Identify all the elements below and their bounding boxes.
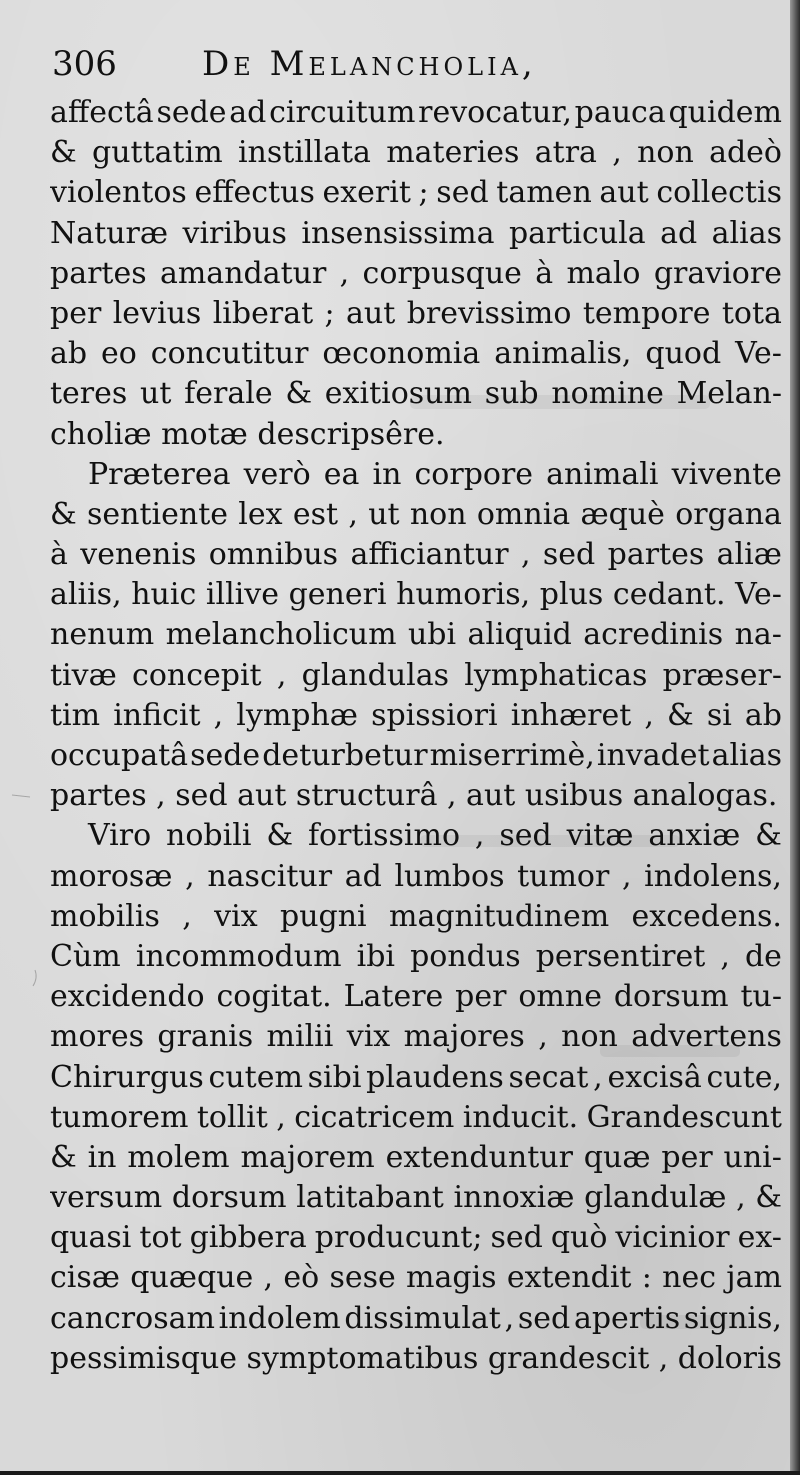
word: latitabant [296, 1180, 444, 1216]
word: , [538, 1019, 548, 1055]
word: tivæ [50, 657, 117, 693]
word: per [661, 1139, 713, 1175]
word: , [658, 1340, 669, 1376]
word: excidendo [50, 979, 205, 1015]
word: tot [139, 1220, 182, 1256]
word: Melan- [676, 376, 782, 412]
word: partes [50, 255, 147, 291]
word: quod [645, 336, 722, 372]
word: magnitudinem [389, 898, 610, 934]
text-line [50, 1138, 782, 1178]
text-line [50, 1178, 782, 1218]
text-line [50, 816, 782, 856]
word: viribus [182, 215, 287, 251]
word: œconomia [322, 336, 481, 372]
word: molem [127, 1139, 230, 1175]
word: & [266, 818, 294, 854]
text-line [50, 977, 782, 1017]
word: indolens, [644, 858, 782, 894]
word: & [755, 818, 782, 854]
word: , [520, 537, 531, 573]
page-edge-shadow [790, 0, 800, 1471]
word: tumorem [50, 1099, 189, 1135]
word: advertens [631, 1019, 782, 1055]
word: revocatur, [418, 95, 572, 130]
word: huic [131, 577, 197, 613]
word: indolem [218, 1300, 341, 1336]
word: corpusque [362, 255, 522, 291]
word: ut [368, 496, 400, 532]
text-line [50, 254, 782, 294]
word: , [736, 1180, 746, 1216]
word: concepit [132, 657, 262, 693]
text-line [50, 495, 782, 535]
word: miserrimè, [429, 738, 595, 773]
word: vix [214, 898, 258, 934]
word: Ve- [735, 336, 782, 372]
word: & [667, 697, 694, 733]
text-line [50, 535, 782, 575]
word: , [182, 898, 192, 934]
word: ubi [407, 617, 457, 653]
text-line [50, 1258, 782, 1298]
word: partes [607, 537, 705, 573]
word: sentiente [87, 496, 229, 532]
word: majores [403, 1019, 525, 1055]
word: non [409, 496, 467, 532]
word: mores [50, 1019, 144, 1055]
word: quæque [130, 1260, 254, 1296]
word: ad [344, 858, 382, 894]
word: teres [50, 376, 128, 412]
word: de [744, 938, 782, 974]
word: occupatâ [50, 738, 189, 773]
word: aliis, [50, 577, 122, 613]
word: secat [508, 1059, 589, 1095]
word: extendit [506, 1260, 632, 1296]
text-line [50, 173, 782, 213]
text-line [50, 937, 782, 977]
text-line [50, 736, 782, 776]
word: na- [734, 617, 782, 653]
word: & [50, 496, 77, 532]
text-line [50, 897, 782, 937]
word: tamen [496, 175, 592, 211]
word: effectus [194, 175, 315, 211]
word: morosæ [50, 858, 173, 894]
word: nobili [166, 818, 252, 854]
word: doloris [677, 1340, 782, 1376]
word: lymphæ [236, 697, 358, 733]
text-line [50, 214, 782, 254]
word: uni- [723, 1139, 782, 1175]
word: tempore [582, 295, 711, 331]
word: nascitur [207, 858, 333, 894]
word: symptomatibus [246, 1340, 479, 1376]
running-title: De Melancholia, [202, 44, 537, 84]
word: levius [112, 295, 202, 331]
word: à [50, 537, 68, 573]
word: tollit [196, 1099, 268, 1135]
word: sede [156, 95, 227, 130]
word: animalis, [494, 336, 632, 372]
word: pondus [410, 938, 521, 974]
word: persentiret [535, 938, 706, 974]
word: cute, [706, 1059, 782, 1095]
word: signis, [683, 1300, 782, 1336]
word: gibbera [189, 1220, 307, 1256]
text-line: partes , sed aut structurâ , aut usibus analogas. [50, 778, 778, 814]
word: ad [229, 95, 267, 130]
word: versum [50, 1180, 163, 1216]
word: sub [484, 376, 539, 412]
word: pessimisque [50, 1340, 238, 1376]
word: pauca [574, 95, 666, 130]
word: nomine [551, 376, 664, 412]
word: glandulæ [584, 1180, 727, 1216]
word: jam [726, 1260, 782, 1296]
word: aut [346, 295, 396, 331]
word: & [50, 135, 77, 171]
word: vicinior [615, 1220, 730, 1256]
word: , [621, 858, 632, 894]
word: per [455, 979, 507, 1015]
word: producunt; [314, 1220, 483, 1256]
word: omnia [476, 496, 571, 532]
word: , [720, 938, 730, 974]
word: ad [660, 215, 698, 251]
word: vitæ [566, 818, 634, 854]
word: fortissimo [307, 818, 461, 854]
word: quasi [50, 1220, 132, 1256]
word: mobilis [50, 898, 160, 934]
word: aut [599, 175, 649, 211]
word: per [50, 295, 102, 331]
word: tu- [740, 979, 782, 1015]
text-line [50, 455, 782, 495]
word: circuitum [269, 95, 416, 130]
word: animali [546, 456, 659, 492]
word: spissiori [371, 697, 498, 733]
word: tim [50, 697, 101, 733]
word: materies [386, 135, 520, 171]
word: , [612, 135, 622, 171]
word: , [263, 1260, 274, 1296]
word: , [504, 1300, 515, 1336]
word: atra [534, 135, 597, 171]
word: liberat [212, 295, 314, 331]
word: vix [346, 1019, 391, 1055]
word: : [641, 1260, 652, 1296]
word: ex- [737, 1220, 782, 1256]
word: si [706, 697, 732, 733]
word: non [637, 135, 694, 171]
word: lumbos [394, 858, 505, 894]
word: nec [662, 1260, 717, 1296]
running-header [52, 44, 752, 90]
word: ab [50, 336, 88, 372]
body-text [50, 93, 782, 1379]
word: , [593, 1059, 603, 1095]
text-line [50, 1058, 782, 1098]
word: exerit [322, 175, 411, 211]
text-line: choliæ motæ descripsêre. [50, 416, 445, 452]
word: , [339, 255, 350, 291]
word: inhæret [510, 697, 632, 733]
word: apertis [573, 1300, 681, 1336]
word: , [213, 697, 224, 733]
text-line [50, 93, 782, 133]
word: non [561, 1019, 618, 1055]
word: , [348, 496, 358, 532]
word: quò [550, 1220, 608, 1256]
word: generi [288, 577, 387, 613]
word: est [292, 496, 339, 532]
word: tota [721, 295, 782, 331]
word: cicatricem [294, 1099, 455, 1135]
word: humoris, [396, 577, 531, 613]
word: instillata [237, 135, 371, 171]
word: organa [675, 496, 782, 532]
word: tumor [517, 858, 610, 894]
word: à [535, 255, 554, 291]
word: omne [518, 979, 602, 1015]
word: quæ [583, 1139, 651, 1175]
word: ab [744, 697, 782, 733]
word: corpore [414, 456, 534, 492]
word: malo [566, 255, 641, 291]
word: ibi [356, 938, 396, 974]
word: Præterea [88, 456, 231, 492]
word: sed [517, 1300, 571, 1336]
text-line [50, 294, 782, 334]
word: dissimulat [344, 1300, 501, 1336]
word: & [755, 1180, 782, 1216]
word: ut [140, 376, 172, 412]
text-line [50, 696, 782, 736]
word: dorsum [171, 1180, 287, 1216]
text-line [50, 1017, 782, 1057]
word: particula [508, 215, 646, 251]
word: acredinis [583, 617, 724, 653]
word: invadet [596, 738, 710, 773]
text-line [50, 374, 782, 414]
word: æquè [580, 496, 665, 532]
text-line [50, 1218, 782, 1258]
word: deturbetur [262, 738, 428, 773]
word: præser- [662, 657, 782, 693]
word: ferale [184, 376, 273, 412]
word: amandatur [159, 255, 327, 291]
word: grandescit [487, 1340, 650, 1376]
word: cancrosam [50, 1300, 215, 1336]
word: Grandescunt [586, 1099, 782, 1135]
word: excisâ [607, 1059, 702, 1095]
word: & [50, 1139, 77, 1175]
word: adeò [709, 135, 782, 171]
word: lex [238, 496, 283, 532]
word: incommodum [135, 938, 342, 974]
word: inducit. [462, 1099, 579, 1135]
word: , [644, 697, 654, 733]
word: lymphaticas [464, 657, 648, 693]
word: granis [157, 1019, 254, 1055]
word: cedant. [612, 577, 726, 613]
word: cogitat. [216, 979, 332, 1015]
word: Chirurgus [50, 1059, 204, 1095]
text-line [50, 857, 782, 897]
word: sibi [307, 1059, 362, 1095]
word: nenum [50, 617, 155, 653]
text-line [50, 1299, 782, 1339]
word: insensissima [301, 215, 495, 251]
word: ; [418, 175, 429, 211]
word: omnibus [208, 537, 339, 573]
word: plus [539, 577, 604, 613]
text-line [50, 656, 782, 696]
word: afficiantur [350, 537, 509, 573]
word: illive [205, 577, 279, 613]
word: glandulas [301, 657, 450, 693]
word: aliquid [467, 617, 572, 653]
word: alias [711, 738, 782, 773]
word: ea [323, 456, 360, 492]
word: , [276, 657, 287, 693]
word: Viro [88, 818, 152, 854]
word: inficit [113, 697, 201, 733]
word: , [276, 1099, 286, 1135]
word: & [285, 376, 313, 412]
word: anxiæ [648, 818, 741, 854]
word: excedens. [631, 898, 782, 934]
word: graviore [653, 255, 782, 291]
word: collectis [656, 175, 782, 211]
word: sed [490, 1220, 543, 1256]
word: guttatim [92, 135, 223, 171]
word: aliæ [716, 537, 782, 573]
word: extenduntur [385, 1139, 573, 1175]
text-line [50, 575, 782, 615]
word: verò [243, 456, 311, 492]
word: innoxiæ [453, 1180, 575, 1216]
word: venenis [80, 537, 197, 573]
word: sed [499, 818, 552, 854]
word: cisæ [50, 1260, 120, 1296]
word: magis [406, 1260, 497, 1296]
word: ; [324, 295, 335, 331]
word: brevissimo [406, 295, 572, 331]
text-line [50, 615, 782, 655]
word: sed [542, 537, 596, 573]
word: majorem [240, 1139, 375, 1175]
word: cutem [208, 1059, 303, 1095]
word: eo [101, 336, 137, 372]
word: Cùm [50, 938, 121, 974]
word: sede [190, 738, 261, 773]
word: in [87, 1139, 117, 1175]
word: melancholicum [165, 617, 397, 653]
word: , [185, 858, 195, 894]
word: milii [266, 1019, 334, 1055]
word: violentos [50, 175, 187, 211]
word: sese [329, 1260, 396, 1296]
word: pugni [280, 898, 367, 934]
text-line [50, 334, 782, 374]
text-line [50, 1098, 782, 1138]
text-line [50, 133, 782, 173]
word: concutitur [150, 336, 309, 372]
word: , [474, 818, 485, 854]
word: Latere [343, 979, 444, 1015]
word: quidem [668, 95, 782, 130]
word: affectâ [50, 95, 154, 130]
text-line [50, 1339, 782, 1379]
word: sed [436, 175, 489, 211]
word: vivente [671, 456, 782, 492]
word: in [372, 456, 402, 492]
word: eò [283, 1260, 320, 1296]
word: plaudens [366, 1059, 504, 1095]
word: Naturæ [50, 215, 169, 251]
word: exitiosum [324, 376, 472, 412]
page-number: 306 [52, 44, 117, 84]
word: Ve- [735, 577, 782, 613]
word: alias [711, 215, 782, 251]
word: dorsum [613, 979, 729, 1015]
